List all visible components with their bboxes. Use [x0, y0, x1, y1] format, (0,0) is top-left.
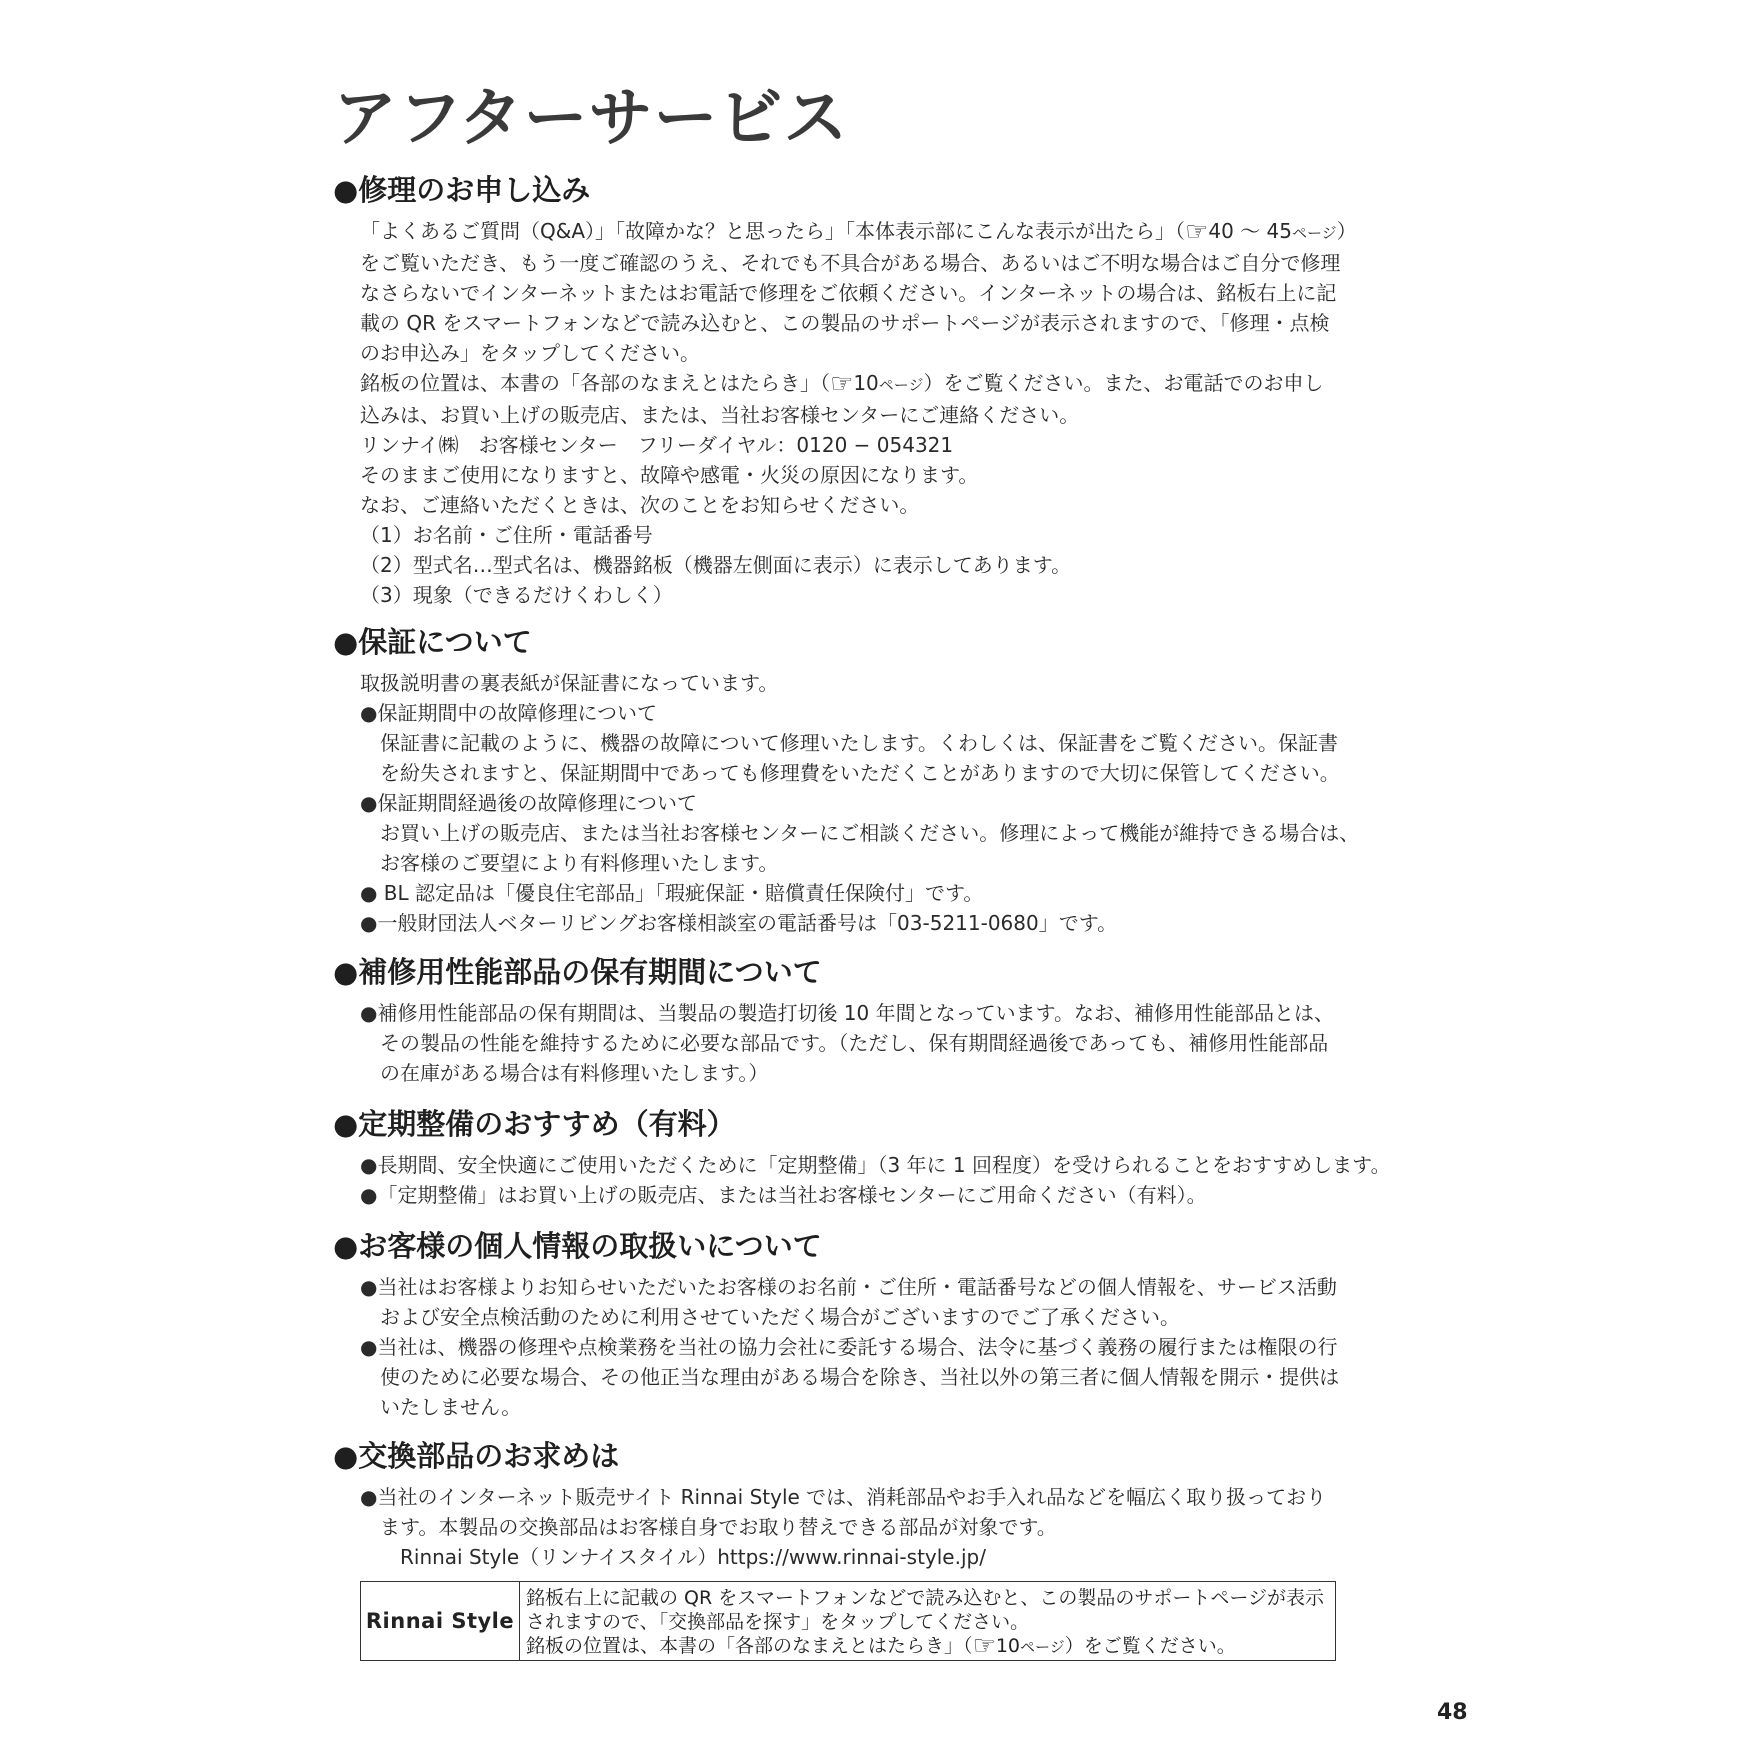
repair-list-item: （3）現象（できるだけくわしく）	[360, 583, 673, 607]
maintenance-bullet: ●「定期整備」はお買い上げの販売店、または当社お客様センターにご用命ください（有料）。	[360, 1183, 1207, 1207]
pointing-hand-icon: ☞	[1185, 217, 1209, 247]
warranty-line: 取扱説明書の裏表紙が保証書になっています。	[360, 671, 779, 695]
repair-line: なお、ご連絡いただくときは、次のことをお知らせください。	[360, 493, 920, 517]
repair-line: なさらないでインターネットまたはお電話で修理をご依頼ください。インターネットの場合は、銘板右上に記	[360, 281, 1337, 305]
box-line: 銘板右上に記載の QR をスマートフォンなどで読み込むと、この製品のサポートページが表示	[526, 1587, 1324, 1609]
repair-section	[360, 216, 1400, 610]
privacy-line: いたしません。	[380, 1395, 522, 1419]
replacement-heading: ●交換部品のお求めは	[333, 1439, 620, 1473]
parts-line: の在庫がある場合は有料修理いたします。）	[380, 1061, 769, 1085]
privacy-line: および安全点検活動のために利用させていただく場合がございますのでご了承ください。	[380, 1305, 1180, 1329]
text: 銘板の位置は、本書の「各部のなまえとはたらき」（	[360, 371, 830, 395]
text: 「よくあるご質問（Q&A）」「故障かな？と思ったら」「本体表示部にこんな表示が出たら」（	[360, 219, 1186, 243]
warranty-line: お客様のご要望により有料修理いたします。	[380, 851, 779, 875]
repair-line: そのままご使用になりますと、故障や感電・火災の原因になります。	[360, 463, 979, 487]
parts-bullet: ●補修用性能部品の保有期間は、当製品の製造打切後 10 年間となっています。なお、補修用性能部品とは、	[360, 1001, 1335, 1025]
repair-line: 込みは、お買い上げの販売店、または、当社お客様センターにご連絡ください。	[360, 403, 1080, 427]
page-ref: 10	[853, 371, 879, 395]
repair-line	[360, 216, 1400, 248]
customer-center-phone: リンナイ㈱ お客様センター フリーダイヤル：0120 − 054321	[360, 433, 954, 457]
privacy-line: 使のために必要な場合、その他正当な理由がある場合を除き、当社以外の第三者に個人情報を開示・提供は	[380, 1365, 1340, 1389]
page-ref-unit: ページ	[1291, 224, 1337, 242]
parts-section	[360, 998, 1400, 1088]
rinnai-style-box	[360, 1581, 1336, 1661]
warranty-bullet: ● BL 認定品は「優良住宅部品」「瑕疵保証・賠償責任保険付」です。	[360, 881, 984, 905]
page-title: アフターサービス	[333, 82, 849, 156]
repair-heading: ●修理のお申し込み	[333, 173, 591, 207]
parts-heading: ●補修用性能部品の保有期間について	[333, 955, 822, 989]
warranty-line: を紛失されますと、保証期間中であっても修理費をいただくことがありますので大切に保管してください。	[380, 761, 1340, 785]
warranty-line: 保証書に記載のように、機器の故障について修理いたします。くわしくは、保証書をご覧ください。保証書	[380, 731, 1338, 755]
maintenance-bullet: ●長期間、安全快適にご使用いただくために「定期整備」（3 年に 1 回程度）を受けられることをおすすめします。	[360, 1153, 1391, 1177]
replacement-bullet: ●当社のインターネット販売サイト Rinnai Style では、消耗部品やお手入れ品などを幅広く取り扱っており	[360, 1485, 1327, 1509]
repair-list-item: （1）お名前・ご住所・電話番号	[360, 523, 653, 547]
repair-line: 載の QR をスマートフォンなどで読み込むと、この製品のサポートページが表示されますので、「修理・点検	[360, 311, 1330, 335]
privacy-bullet: ●当社はお客様よりお知らせいただいたお客様のお名前・ご住所・電話番号などの個人情報を、サービス活動	[360, 1275, 1337, 1299]
page-ref: 10	[995, 1635, 1021, 1657]
repair-line	[360, 368, 1400, 400]
text: 銘板の位置は、本書の「各部のなまえとはたらき」（	[526, 1635, 973, 1657]
privacy-bullet: ●当社は、機器の修理や点検業務を当社の協力会社に委託する場合、法令に基づく義務の履行または権限の行	[360, 1335, 1338, 1359]
page-number: 48	[1437, 1700, 1468, 1725]
box-line	[526, 1631, 1329, 1661]
rinnai-style-url[interactable]: Rinnai Style（リンナイスタイル）https://www.rinnai-style.jp/	[400, 1545, 986, 1569]
privacy-section	[360, 1272, 1400, 1422]
maintenance-section	[360, 1150, 1400, 1210]
pointing-hand-icon: ☞	[972, 1631, 996, 1661]
warranty-bullet: ●保証期間経過後の故障修理について	[360, 791, 698, 815]
privacy-heading: ●お客様の個人情報の取扱いについて	[333, 1229, 822, 1263]
text: ）	[1336, 219, 1357, 243]
pointing-hand-icon: ☞	[830, 369, 854, 399]
maintenance-heading: ●定期整備のおすすめ（有料）	[333, 1107, 736, 1141]
page-ref: 40 ～ 45	[1208, 219, 1292, 243]
rinnai-style-description	[520, 1582, 1335, 1660]
parts-line: その製品の性能を維持するために必要な部品です。（ただし、保有期間経過後であっても、補修用性能部品	[380, 1031, 1329, 1055]
text: ）をご覧ください。また、お電話でのお申し	[923, 371, 1324, 395]
rinnai-style-logo: Rinnai Style	[361, 1582, 520, 1660]
warranty-section	[360, 668, 1400, 938]
warranty-heading: ●保証について	[333, 625, 532, 659]
repair-line: のお申込み」をタップしてください。	[360, 341, 700, 365]
warranty-bullet: ●一般財団法人ベターリビングお客様相談室の電話番号は「03-5211-0680」です。	[360, 911, 1118, 935]
box-line: されますので、「交換部品を探す」をタップしてください。	[526, 1611, 1030, 1633]
replacement-line: ます。本製品の交換部品はお客様自身でお取り替えできる部品が対象です。	[380, 1515, 1057, 1539]
repair-list-item: （2）型式名…型式名は、機器銘板（機器左側面に表示）に表示してあります。	[360, 553, 1072, 577]
page-ref-unit: ページ	[1020, 1638, 1065, 1656]
page-ref-unit: ページ	[878, 376, 924, 394]
text: ）をご覧ください。	[1064, 1635, 1236, 1657]
replacement-section	[360, 1482, 1400, 1572]
repair-line: をご覧いただき、もう一度ご確認のうえ、それでも不具合がある場合、あるいはご不明な場合はご自分で修理	[360, 251, 1341, 275]
warranty-line: お買い上げの販売店、または当社お客様センターにご相談ください。修理によって機能が維持できる場合は、	[380, 821, 1360, 845]
warranty-bullet: ●保証期間中の故障修理について	[360, 701, 658, 725]
